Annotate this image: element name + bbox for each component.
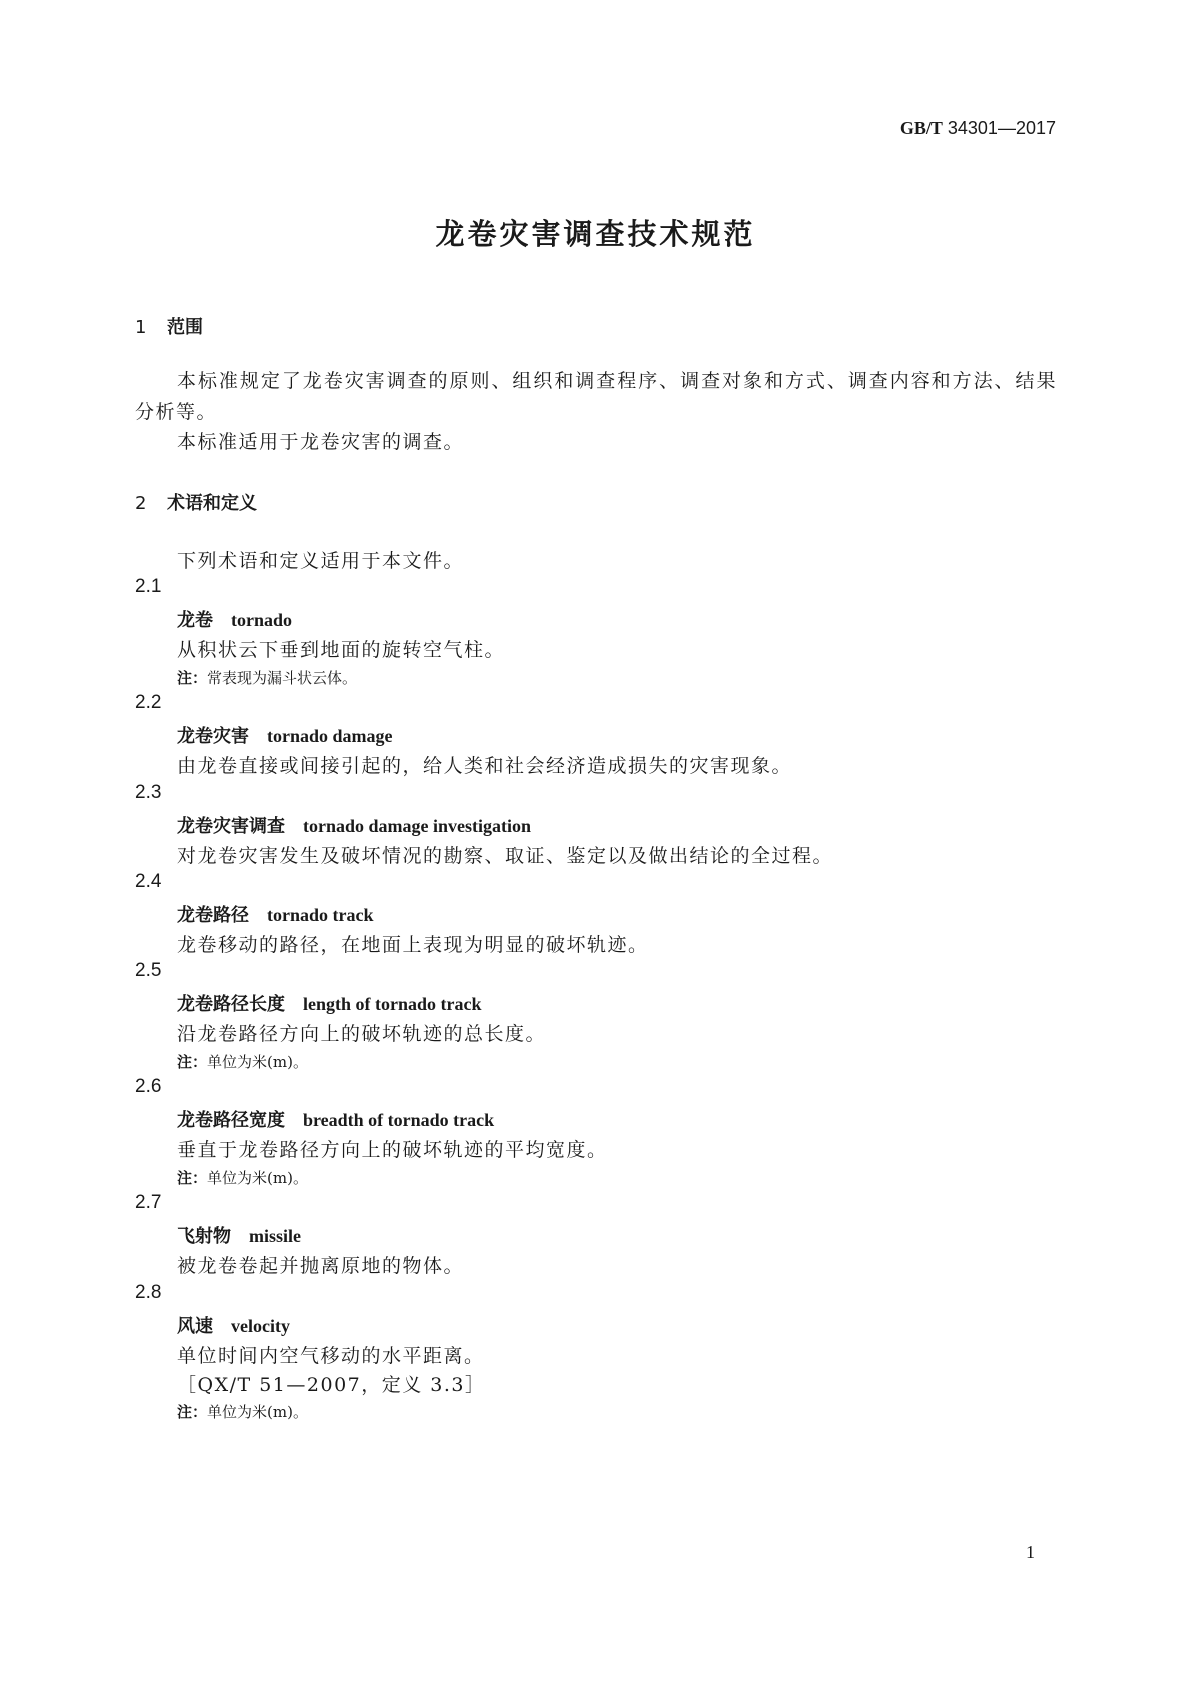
term-definition: 被龙卷卷起并抛离原地的物体。 — [177, 1255, 465, 1277]
term-zh: 龙卷路径长度 — [177, 994, 285, 1015]
page-number: 1 — [1026, 1542, 1035, 1562]
standard-code-number: 34301—2017 — [947, 118, 1056, 138]
term-number: 2.1 — [135, 576, 162, 597]
term-definition: 单位时间内空气移动的水平距离。 — [177, 1345, 485, 1367]
term-number: 2.3 — [135, 782, 162, 803]
term-number: 2.8 — [135, 1282, 162, 1303]
scope-paragraph-2: 本标准适用于龙卷灾害的调查。 — [177, 431, 465, 453]
term-definition: 龙卷移动的路径，在地面上表现为明显的破坏轨迹。 — [177, 934, 649, 956]
term-definition: 沿龙卷路径方向上的破坏轨迹的总长度。 — [177, 1023, 547, 1045]
section-number: 2 — [135, 493, 147, 514]
section-2-heading — [135, 489, 257, 515]
term-definition: 垂直于龙卷路径方向上的破坏轨迹的平均宽度。 — [177, 1139, 608, 1161]
term-en: velocity — [231, 1316, 290, 1336]
section-number: 1 — [135, 317, 147, 338]
term-zh: 龙卷路径 — [177, 905, 249, 926]
note-label: 注： — [177, 1403, 208, 1421]
term-note — [177, 1051, 308, 1072]
term-definition: 由龙卷直接或间接引起的，给人类和社会经济造成损失的灾害现象。 — [177, 755, 793, 777]
term-name — [177, 990, 482, 1016]
term-name — [177, 1106, 494, 1132]
term-number: 2.7 — [135, 1192, 162, 1213]
section-title: 术语和定义 — [167, 493, 257, 514]
term-zh: 飞射物 — [177, 1226, 231, 1247]
term-source: ［QX/T 51—2007，定义 3.3］ — [177, 1374, 486, 1396]
term-en: tornado damage investigation — [303, 816, 532, 836]
term-zh: 龙卷 — [177, 610, 213, 631]
note-label: 注： — [177, 1053, 208, 1071]
scope-paragraph-1: 本标准规定了龙卷灾害调查的原则、组织和调查程序、调查对象和方式、调查内容和方法、结果分析等。 — [135, 370, 1057, 423]
document-title: 龙卷灾害调查技术规范 — [435, 217, 756, 251]
terms-intro: 下列术语和定义适用于本文件。 — [177, 550, 465, 572]
term-zh: 龙卷灾害 — [177, 726, 249, 747]
note-text: 单位为米(m)。 — [207, 1169, 308, 1187]
term-number: 2.6 — [135, 1076, 162, 1097]
standard-code — [900, 118, 1056, 139]
term-note — [177, 667, 357, 688]
term-en: tornado track — [267, 905, 374, 925]
term-number: 2.2 — [135, 692, 162, 713]
term-zh: 龙卷灾害调查 — [177, 816, 285, 837]
section-1-heading — [135, 313, 203, 339]
term-name — [177, 606, 292, 632]
term-number: 2.5 — [135, 960, 162, 981]
term-name — [177, 722, 393, 748]
term-en: tornado damage — [267, 726, 393, 746]
note-text: 常表现为漏斗状云体。 — [207, 669, 358, 687]
term-en: missile — [249, 1226, 301, 1246]
note-label: 注： — [177, 1169, 208, 1187]
term-note — [177, 1167, 308, 1188]
standard-code-prefix: GB/T — [899, 118, 943, 138]
term-name — [177, 1312, 290, 1338]
term-zh: 风速 — [177, 1316, 213, 1337]
term-note — [177, 1401, 308, 1422]
term-number: 2.4 — [135, 871, 162, 892]
term-name — [177, 812, 531, 838]
term-name — [177, 901, 374, 927]
section-title: 范围 — [167, 317, 203, 338]
term-definition: 从积状云下垂到地面的旋转空气柱。 — [177, 639, 506, 661]
term-name — [177, 1222, 301, 1248]
note-text: 单位为米(m)。 — [207, 1403, 308, 1421]
note-text: 单位为米(m)。 — [207, 1053, 308, 1071]
term-en: breadth of tornado track — [303, 1110, 495, 1130]
term-en: length of tornado track — [303, 994, 482, 1014]
term-zh: 龙卷路径宽度 — [177, 1110, 285, 1131]
term-en: tornado — [231, 610, 293, 630]
note-label: 注： — [177, 669, 208, 687]
term-definition: 对龙卷灾害发生及破坏情况的勘察、取证、鉴定以及做出结论的全过程。 — [177, 845, 834, 867]
